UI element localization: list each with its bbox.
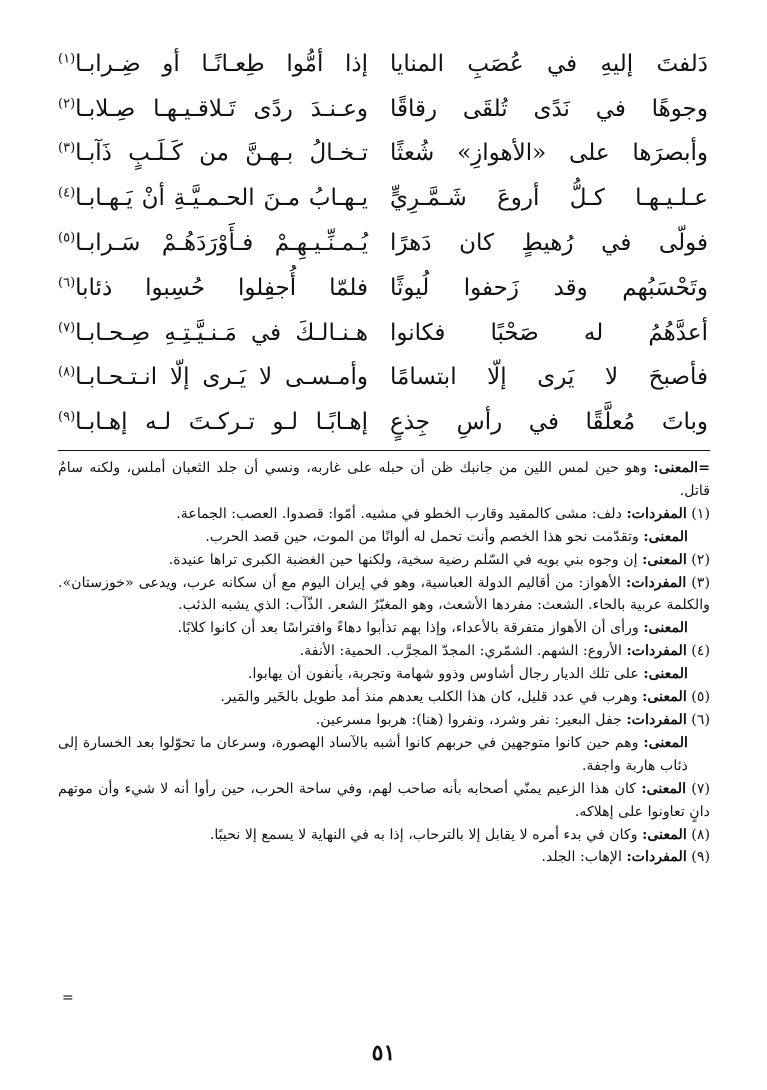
note-text: إن وجوه بني بويه في السّلم رضية سخية، ولكنها حين الغضبة الكبرى تراها عنيدة. (168, 551, 638, 568)
note-label: المعنى: (643, 666, 688, 683)
footnote-paragraph (58, 617, 710, 640)
verse-second-hemistich: إذا أمُّوا طِعـانًـا أو ضِـرابـا$^{(١)}$ (58, 50, 368, 77)
verse-line (58, 266, 708, 311)
note-text: الأروع: الشهم. الشمّري: المجدّ المجرَّب. الحمية: الأنفة. (299, 643, 622, 660)
footnote-paragraph (58, 732, 710, 778)
page-number: ٥١ (371, 1040, 396, 1066)
verse-first-hemistich: وأبصرَها على «الأهوازِ» شُعثًا (390, 140, 708, 167)
note-label: المعنى: (643, 734, 688, 751)
verse-line (58, 311, 708, 356)
verse-first-hemistich: أعدَّهُمُ له صَحْبًا فكانوا (390, 319, 708, 346)
note-label: المفردات: (626, 849, 687, 866)
footnote-paragraph (58, 572, 710, 618)
note-text: على تلك الديار رجال أشاوس وذوو شهامة وتجربة، يأنفون أن يهابوا. (247, 666, 639, 683)
note-label: المعنى: (643, 528, 688, 545)
note-number: (١) (691, 505, 710, 522)
footnote-paragraph (58, 846, 710, 869)
verse-first-hemistich: فأصبحَ لا يَرى إلّا ابتسامًا (390, 364, 708, 391)
note-label: المفردات: (625, 574, 687, 591)
note-label: المعنى: (641, 780, 687, 797)
verse-first-hemistich: وتَحْسَبُهم وقد زَحفوا لُيوثًا (390, 274, 708, 301)
verse-line (58, 132, 708, 177)
footnote-paragraph (58, 549, 710, 572)
verse-line (58, 356, 708, 401)
verse-line (58, 221, 708, 266)
note-text: الأهواز: من أقاليم الدولة العباسية، وهو في إيران اليوم مع أن سكانه عرب، ويدعى «خوزستان». والكلمة عربية بالحاء. الشعث: مفردها الأشعث، وهو المغبّرُ الشعر. الذّآب: الذي يشبه الذئب. (58, 574, 710, 614)
verse-line (58, 400, 708, 445)
note-text: كان هذا الزعيم يمنّي أصحابه بأنه صاحب لهم، وفي ساحة الحرب، حين رأوا أنه لا شيء وأن موتهم دانٍ تعاونوا على إهلاكه. (58, 780, 710, 820)
note-number: (٨) (691, 826, 710, 843)
note-text: ورأى أن الأهواز متفرقة بالأعداء، وإذا بهم تذأبوا دهاءً وافتراسًا بعد أن كانوا كلابًا. (177, 620, 639, 637)
footnote-ref: (٨) (58, 364, 76, 380)
footnote-ref: (١) (58, 51, 76, 67)
footnote-ref: (٥) (58, 230, 76, 246)
note-number: (٦) (691, 711, 710, 728)
note-label: المعنى: (643, 620, 688, 637)
poem-block (58, 42, 708, 445)
note-text: وهرب في عدد قليل، كان هذا الكلب يعدهم منذ أمد طويل بالخَير والمَير. (220, 689, 638, 706)
footnote-ref: (٢) (58, 96, 76, 112)
footnote-separator (58, 450, 710, 451)
note-text: وهو حين لمس اللين من جانبك ظن أن حبله على غاربه، ونسي أن جلد الثعبان أملس، ولكنه سامٌ قاتل. (58, 460, 710, 499)
footnote-paragraph (58, 663, 710, 686)
verse-first-hemistich: وجوهًا في نَدًى تُلقَى رقاقًا (390, 95, 708, 122)
verse-second-hemistich: إهـابًـا لـو تـركـتَ لـه إهـابـا$^{(٩)}$ (58, 409, 368, 436)
note-text: وتقدّمت نحو هذا الخصم وأنت تحمل له ألوانًا من الموت، حين قصد الحرب. (205, 528, 639, 545)
note-text: الإهاب: الجلد. (541, 849, 622, 866)
note-label: المفردات: (626, 643, 687, 660)
footnote-paragraph (58, 503, 710, 526)
footnote-paragraph (58, 824, 710, 847)
note-text: وكان في بدء أمره لا يقابل إلا بالترحاب، إذا به في النهاية لا يسمع إلا نحيبًا. (209, 826, 638, 843)
footnote-paragraph (58, 457, 710, 503)
verse-first-hemistich: عـلـيـهـا كـلُّ أروعَ شَـمَّـرِيٍّ (390, 185, 708, 212)
verse-first-hemistich: فولّى في رُهيطٍ كان دَهرًا (390, 230, 708, 257)
note-number: (٣) (691, 574, 710, 591)
verse-second-hemistich: وعـنـدَ ردًى تَـلاقـيـهـا صِـلابـا$^{(٢)}$ (58, 95, 368, 122)
note-text: جفل البعير: نفر وشرد، ونفروا (هنا): هربوا مسرعين. (315, 711, 622, 728)
verse-second-hemistich: يُـمـنِّـيـهِـمْ فـأَوْرَدَهُـمْ سَـرابـا$^{(٥)}$ (58, 230, 368, 257)
footnote-paragraph (58, 526, 710, 549)
note-label: المعنى: (642, 826, 687, 843)
footnote-paragraph (58, 640, 710, 663)
footnote-paragraph (58, 778, 710, 824)
note-number: (٤) (691, 643, 710, 660)
footnotes (58, 457, 710, 869)
footnote-ref: (٤) (58, 185, 76, 201)
footnote-paragraph (58, 686, 710, 709)
verse-second-hemistich: يـهـابُ مـنَ الحـمـيَّـةِ أنْ يَـهـابـا$^{(٤)}$ (58, 185, 368, 212)
note-text: دلف: مشى كالمقيد وقارب الخطو في مشيه. أمّوا: قصدوا. العصب: الجماعة. (176, 505, 622, 522)
footnote-ref: (٧) (58, 320, 76, 336)
note-label: المفردات: (626, 711, 687, 728)
note-label: =المعنى: (653, 460, 710, 476)
note-number: (٥) (691, 689, 710, 706)
verse-line (58, 42, 708, 87)
verse-first-hemistich: وباتَ مُعلَّقًا في رأسِ جِذعٍ (390, 409, 708, 436)
continuation-mark: = (62, 990, 74, 1006)
verse-line (58, 176, 708, 221)
note-label: المفردات: (626, 505, 687, 522)
verse-second-hemistich: تـخـالُ بـهـنَّ من كَـلَـبٍ ذَآبـا$^{(٣)}$ (58, 140, 368, 167)
note-label: المعنى: (642, 551, 687, 568)
note-number: (٩) (691, 849, 710, 866)
footnote-paragraph (58, 709, 710, 732)
verse-second-hemistich: هـنـالـكَ في مَـنـيَّـتِـهِ صِـحـابـا$^{(٧)}$ (58, 319, 368, 346)
verse-second-hemistich: وأمـسـى لا يَـرى إلّا انـتـحـابـا$^{(٨)}$ (58, 364, 368, 391)
footnote-ref: (٣) (58, 140, 76, 156)
footnote-ref: (٦) (58, 275, 76, 291)
note-label: المعنى: (642, 689, 687, 706)
verse-second-hemistich: فلمّا أُجفِلوا حُسِبوا ذئابا$^{(٦)}$ (58, 274, 368, 301)
verse-line (58, 87, 708, 132)
verse-first-hemistich: دَلفتَ إليهِ في عُصَبِ المنايا (390, 50, 708, 77)
footnote-ref: (٩) (58, 409, 76, 425)
note-number: (٧) (691, 780, 711, 797)
note-number: (٢) (691, 551, 710, 568)
note-text: وهم حين كانوا متوجهين في حربهم كانوا أشبه بالآساد الهصورة، وسرعان ما تحوّلوا بعد الخسارة إلى ذئاب هاربة واجفة. (58, 734, 688, 774)
